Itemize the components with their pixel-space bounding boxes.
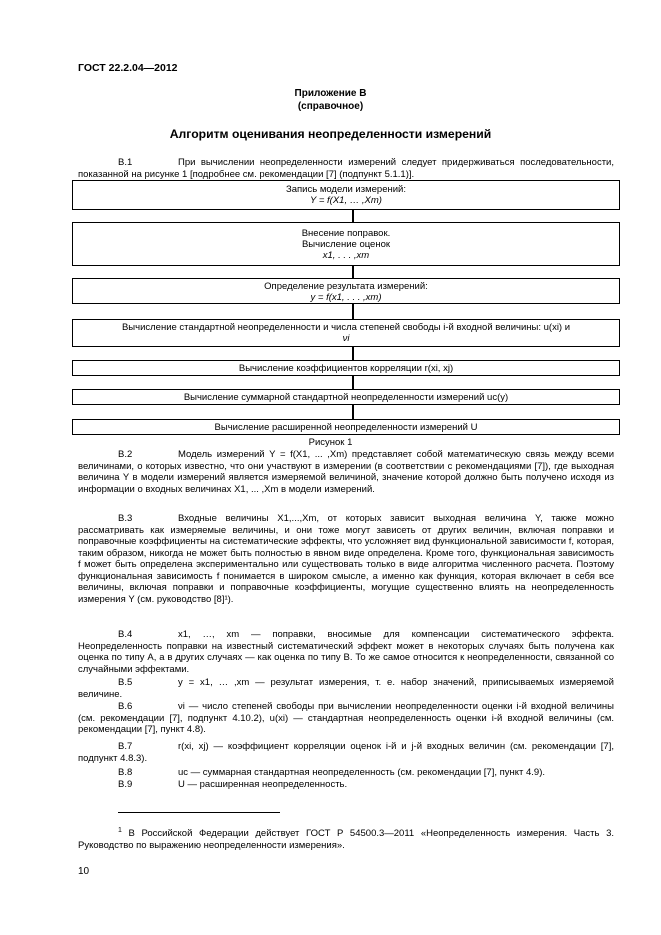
paragraph-number: В.8	[118, 767, 133, 778]
paragraph-text: x1, …, xm — поправки, вносимые для компенсации систематического эффекта. Неопределенность поправки на известный систематический эффект может в некоторых случаях быть получена как оценка по типу А, а в других случаях — как оценка по типу В. То же самое относится к неопределенности, связанной со случайными эффектами.	[78, 629, 614, 675]
paragraph-number: В.3	[118, 513, 133, 524]
document-header: ГОСТ 22.2.04—2012	[78, 62, 178, 74]
paragraph-b5	[78, 677, 614, 700]
paragraph-number: В.6	[118, 701, 133, 712]
paragraph-text: y = x1, … ,xm — результат измерения, т. е. набор значений, приписываемых измеряемой величине.	[78, 677, 614, 700]
flow-arrow	[352, 304, 354, 319]
flow-arrow	[352, 347, 354, 360]
paragraph-b4	[78, 629, 614, 675]
paragraph-b8	[78, 767, 614, 779]
flow-arrow	[352, 405, 354, 419]
paragraph-text: uc — суммарная стандартная неопределенность (см. рекомендации [7], пункт 4.9).	[178, 767, 546, 778]
flow-arrow	[352, 209, 354, 222]
annex-type: (справочное)	[297, 101, 364, 112]
paragraph-b3	[78, 513, 614, 605]
paragraph-b7	[78, 741, 614, 764]
figure-caption: Рисунок 1	[308, 437, 353, 448]
flow-arrow	[352, 266, 354, 278]
paragraph-text: Модель измерений Y = f(X1, ... ,Xm) представляет собой математическую связь между всеми величинами, о которых известно, что они участвуют в измерении (в соответствии с рекомендациями [7]), где выходная величина Y в модели измерений является измеряемой величиной, значение которой должно быть получено исходя из информации о входных величинах X1, ... ,Xm в модели измерений.	[78, 449, 614, 495]
footnote-text: В Российской Федерации действует ГОСТ Р 54500.3—2011 «Неопределенность измерения. Часть 3. Руководство по выражению неопределенности измерения».	[78, 828, 615, 852]
paragraph-text: νi — число степеней свободы при вычислении неопределенности оценки i-й входной величины (см. рекомендации [7], подпункт 4.10.2), u(xi) — стандартная неопределенность оценки i-й входной величины (см. рекомендации [7], пункт 4.8).	[78, 701, 614, 735]
paragraph-number: В.4	[118, 629, 133, 640]
paragraph-number: В.2	[118, 449, 133, 460]
annex-title: Приложение В	[294, 88, 367, 99]
footnote	[78, 825, 614, 852]
flow-step-corrections: Внесение поправок. Вычисление оценок x1, . . . ,xm	[72, 222, 620, 266]
paragraph-number: В.1	[118, 157, 133, 168]
paragraph-number: В.7	[118, 741, 133, 752]
paragraph-text: r(xi, xj) — коэффициент корреляции оценок i-й и j-й входных величин (см. рекомендации [7], подпункт 4.8.3).	[78, 741, 614, 764]
paragraph-b9	[78, 779, 614, 791]
footnote-mark: 1	[118, 827, 122, 834]
paragraph-b1	[78, 157, 614, 180]
flow-step-correlation: Вычисление коэффициентов корреляции r(xi, xj)	[72, 360, 620, 376]
flow-arrow	[352, 376, 354, 389]
page-number: 10	[78, 866, 90, 877]
section-heading: Алгоритм оценивания неопределенности измерений	[169, 127, 492, 141]
flow-step-model: Запись модели измерений: Y = f(X1, … ,Xm)	[72, 180, 620, 210]
paragraph-number: В.9	[118, 779, 133, 790]
paragraph-b2	[78, 449, 614, 495]
flow-step-combined-uncertainty: Вычисление суммарной стандартной неопределенности измерений uc(y)	[72, 389, 620, 405]
flow-step-expanded-uncertainty: Вычисление расширенной неопределенности измерений U	[72, 419, 620, 435]
paragraph-number: В.5	[118, 677, 133, 688]
flow-step-standard-uncertainty: Вычисление стандартной неопределенности и числа степеней свободы i-й входной величины: u(xi) и νi	[72, 319, 620, 347]
flow-step-result: Определение результата измерений: y = f(x1, . . . ,xm)	[72, 278, 620, 304]
footnote-separator	[118, 812, 280, 813]
paragraph-text: Входные величины X1,...,Xm, от которых зависит выходная величина Y, также можно рассматривать как измеряемые величины, и они тоже могут зависеть от других величин, включая поправки и поправочные коэффициенты на систематические эффекты, что усложняет вид функциональной зависимости f, которая, таким образом, никогда не может быть полностью в явном виде определена. Кроме того, функциональная зависимость f может быть определена экспериментально или существовать только в виде алгоритма численного расчета. Поэтому функциональная зависимость f понимается в широком смысле, а именно как функция, которая включает в себя все величины, включая поправки и поправочные коэффициенты, могущие существенно влиять на неопределенность измерения Y (см. руководство [8]¹).	[78, 513, 614, 605]
paragraph-b6	[78, 701, 614, 736]
paragraph-text: U — расширенная неопределенность.	[178, 779, 348, 790]
paragraph-text: При вычислении неопределенности измерений следует придерживаться последовательности, показанной на рисунке 1 [подробнее см. рекомендации [7] (подпункт 5.1.1)].	[78, 157, 614, 180]
